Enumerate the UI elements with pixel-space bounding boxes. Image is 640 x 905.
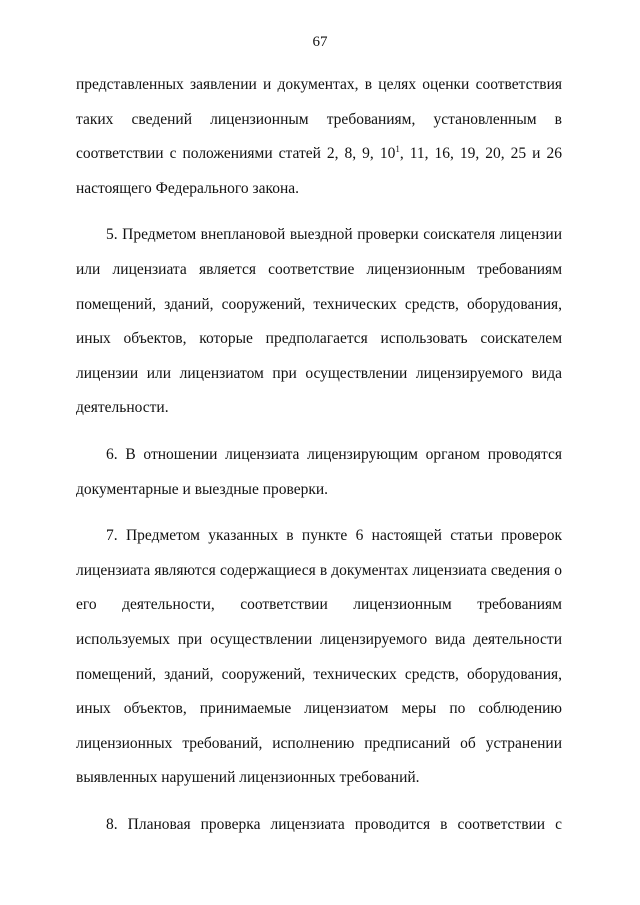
paragraph-text-part: , 11, 16, 19, 20, 25 и 26 настоящего Федерального закона. [76, 145, 562, 197]
page-number: 67 [312, 34, 328, 50]
superscript-index: 1 [395, 144, 400, 155]
paragraph-item-6: 6. В отношении лицензиата лицензирующим органом проводятся документарные и выездные проверки. [76, 445, 562, 498]
paragraph-item-5: 5. Предметом внеплановой выездной проверки соискателя лицензии или лицензиата является соответствие лицензионным требованиям помещений, зданий, сооружений, технических средств, оборудования, иных объектов, которые предполагается использовать соискателем лицензии или лицензиатом при осуществлении лицензируемого вида деятельности. [76, 226, 562, 417]
paragraph-item-7: 7. Предметом указанных в пункте 6 настоящей статьи проверок лицензиата являются содержащиеся в документах лицензиата сведения о его деятельности, соответствии лицензионным требованиям используемых при осуществлении лицензируемого вида деятельности помещений, зданий, сооружений, технических средств, оборудования, иных объектов, принимаемые лицензиатом меры по соблюдению лицензионных требований, исполнению предписаний об устранении выявленных нарушений лицензионных требований. [76, 527, 562, 787]
paragraph-item-8: 8. Плановая проверка лицензиата проводится в соответствии с [106, 815, 562, 833]
paragraph-continuation [76, 68, 562, 206]
paragraph-text-part: представленных заявлении и документах, в целях оценки соответствия таких сведений лицензионным требованиям, установленным в соответствии с положениями статей 2, 8, 9, 10 [76, 76, 562, 163]
document-body [76, 68, 562, 854]
